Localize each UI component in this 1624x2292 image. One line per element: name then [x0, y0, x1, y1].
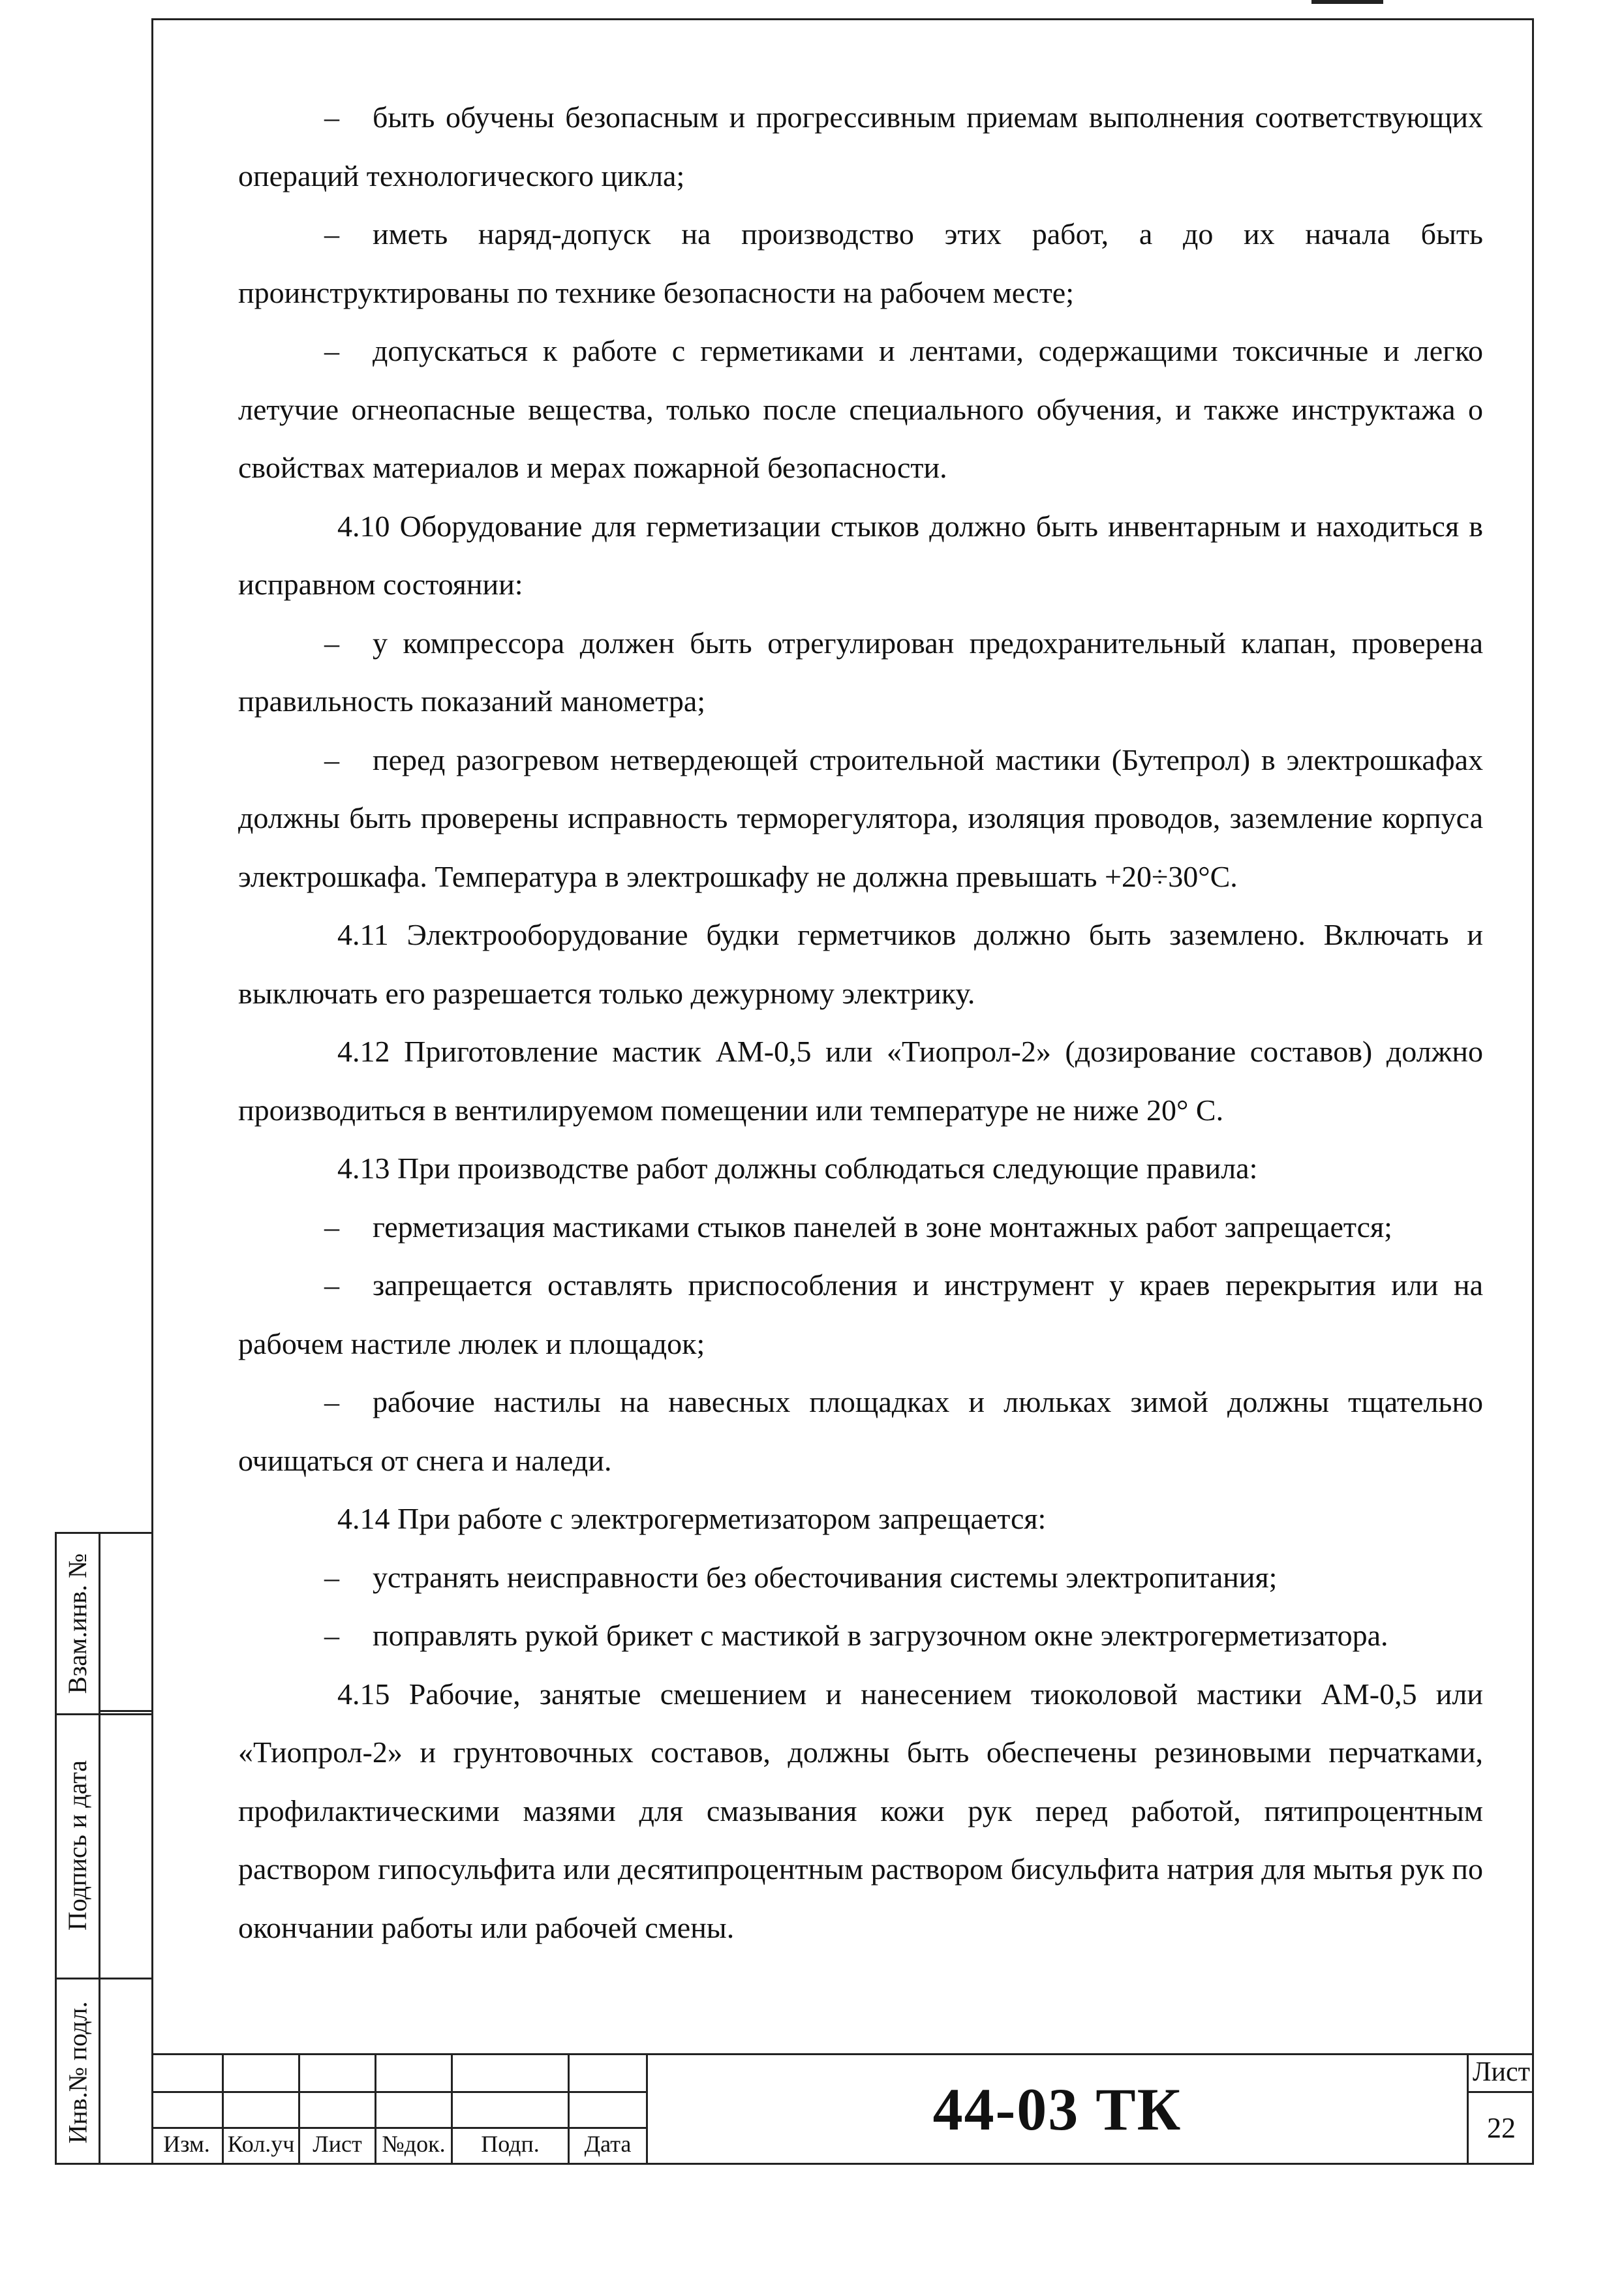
- paragraph: [238, 497, 1483, 614]
- original-inv-cell: [57, 1978, 99, 2167]
- paragraph-text: 4.14 При работе с электрогерметизатором запрещается:: [337, 1502, 1047, 1535]
- dash-marker: –: [324, 1619, 339, 1652]
- dash-marker: –: [324, 626, 339, 660]
- paragraph-text: 4.13 При производстве работ должны соблюдаться следующие правила:: [337, 1152, 1258, 1185]
- paragraph-text: быть обучены безопасным и прогрессивным приемам выполнения соответствующих операций технологического цикла;: [238, 100, 1483, 192]
- side-stamp: [55, 1532, 151, 2165]
- paragraph-text: 4.12 Приготовление мастик АМ-0,5 или «Тиопрол-2» (дозирование составов) должно производиться в вентилируемом помещении или температуре не ниже 20° С.: [238, 1035, 1483, 1127]
- paragraph: [238, 906, 1483, 1022]
- list-item: [238, 1256, 1483, 1373]
- paragraph-text: устранять неисправности без обесточивания системы электропитания;: [373, 1560, 1278, 1594]
- paragraph: [238, 1665, 1483, 1957]
- side-stamp-rule: [99, 1710, 153, 1712]
- list-item: [238, 1548, 1483, 1607]
- replaced-inv-label: Взам.инв. №: [63, 1553, 93, 1694]
- col-label-izm: Изм.: [163, 2131, 210, 2157]
- title-block: [151, 2053, 1534, 2165]
- title-block-row-rule: [151, 2127, 647, 2129]
- list-item: [238, 205, 1483, 322]
- original-inv-label: Инв.№ подл.: [63, 2001, 93, 2143]
- paragraph-text: иметь наряд-допуск на производство этих работ, а до их начала быть проинструктированы по технике безопасности на рабочем месте;: [238, 217, 1483, 309]
- dash-marker: –: [324, 217, 339, 251]
- list-item: [238, 1373, 1483, 1490]
- dash-marker: –: [324, 1560, 339, 1594]
- signature-date-label: Подпись и дата: [63, 1760, 93, 1931]
- dash-marker: –: [324, 100, 339, 134]
- paragraph-text: запрещается оставлять приспособления и инструмент у краев перекрытия или на рабочем настиле люлек и площадок;: [238, 1268, 1483, 1360]
- document-body: [238, 88, 1483, 1957]
- paragraph-text: 4.15 Рабочие, занятые смешением и нанесением тиоколовой мастики АМ-0,5 или «Тиопрол-2» и грунтовочных составов, должны быть обеспечены резиновыми перчатками, профилактическими мазями для смазывания кожи рук перед работой, пятипроцентным раствором гипосульфита или десятипроцентным раствором бисульфита натрия для мытья рук по окончании работы или рабочей смены.: [238, 1677, 1483, 1944]
- dash-marker: –: [324, 334, 339, 367]
- paragraph-text: рабочие настилы на навесных площадках и люльках зимой должны тщательно очищаться от снега и наледи.: [238, 1385, 1483, 1477]
- title-block-row-rule: [151, 2091, 647, 2093]
- signature-date-cell: [57, 1713, 99, 1978]
- paragraph-text: поправлять рукой брикет с мастикой в загрузочном окне электрогерметизатора.: [373, 1619, 1388, 1652]
- paragraph: [238, 1490, 1483, 1548]
- sheet-label: Лист: [1473, 2057, 1530, 2087]
- col-label-kol-uch: Кол.уч: [227, 2131, 295, 2157]
- paragraph-text: 4.11 Электрооборудование будки герметчиков должно быть заземлено. Включать и выключать его разрешается только дежурному электрику.: [238, 918, 1483, 1010]
- dash-marker: –: [324, 1385, 339, 1418]
- col-label-ndok: №док.: [382, 2131, 446, 2157]
- list-item: [238, 614, 1483, 731]
- list-item: [238, 731, 1483, 906]
- list-item: [238, 88, 1483, 205]
- col-label-list: Лист: [313, 2131, 362, 2157]
- list-item: [238, 1198, 1483, 1257]
- paragraph-text: допускаться к работе с герметиками и лентами, содержащими токсичные и легко летучие огнеопасные вещества, только после специального обучения, и также инструктажа о свойствах материалов и мерах пожарной безопасности.: [238, 334, 1483, 484]
- paragraph-text: у компрессора должен быть отрегулирован предохранительный клапан, проверена правильность показаний манометра;: [238, 626, 1483, 718]
- paragraph-text: перед разогревом нетвердеющей строительной мастики (Бутепрол) в электрошкафах должны быть проверены исправность терморегулятора, изоляция проводов, заземление корпуса электрошкафа. Температура в электрошкафу не должна превышать +20÷30°С.: [238, 742, 1483, 893]
- dash-marker: –: [324, 742, 339, 776]
- paragraph: [238, 1139, 1483, 1198]
- list-item: [238, 1606, 1483, 1665]
- col-label-data: Дата: [584, 2131, 632, 2157]
- top-edge-mark: [1311, 0, 1383, 4]
- document-number: 44-03 ТК: [932, 2075, 1182, 2143]
- paragraph-text: 4.10 Оборудование для герметизации стыков должно быть инвентарным и находиться в исправном состоянии:: [238, 509, 1483, 601]
- side-stamp-divider: [99, 1534, 100, 2163]
- paragraph: [238, 1022, 1483, 1139]
- dash-marker: –: [324, 1210, 339, 1244]
- paragraph-text: герметизация мастиками стыков панелей в зоне монтажных работ запрещается;: [373, 1210, 1392, 1244]
- sheet-number: 22: [1487, 2112, 1516, 2144]
- replaced-inv-cell: [57, 1534, 99, 1713]
- list-item: [238, 322, 1483, 497]
- col-label-podp: Подп.: [481, 2131, 540, 2157]
- dash-marker: –: [324, 1268, 339, 1302]
